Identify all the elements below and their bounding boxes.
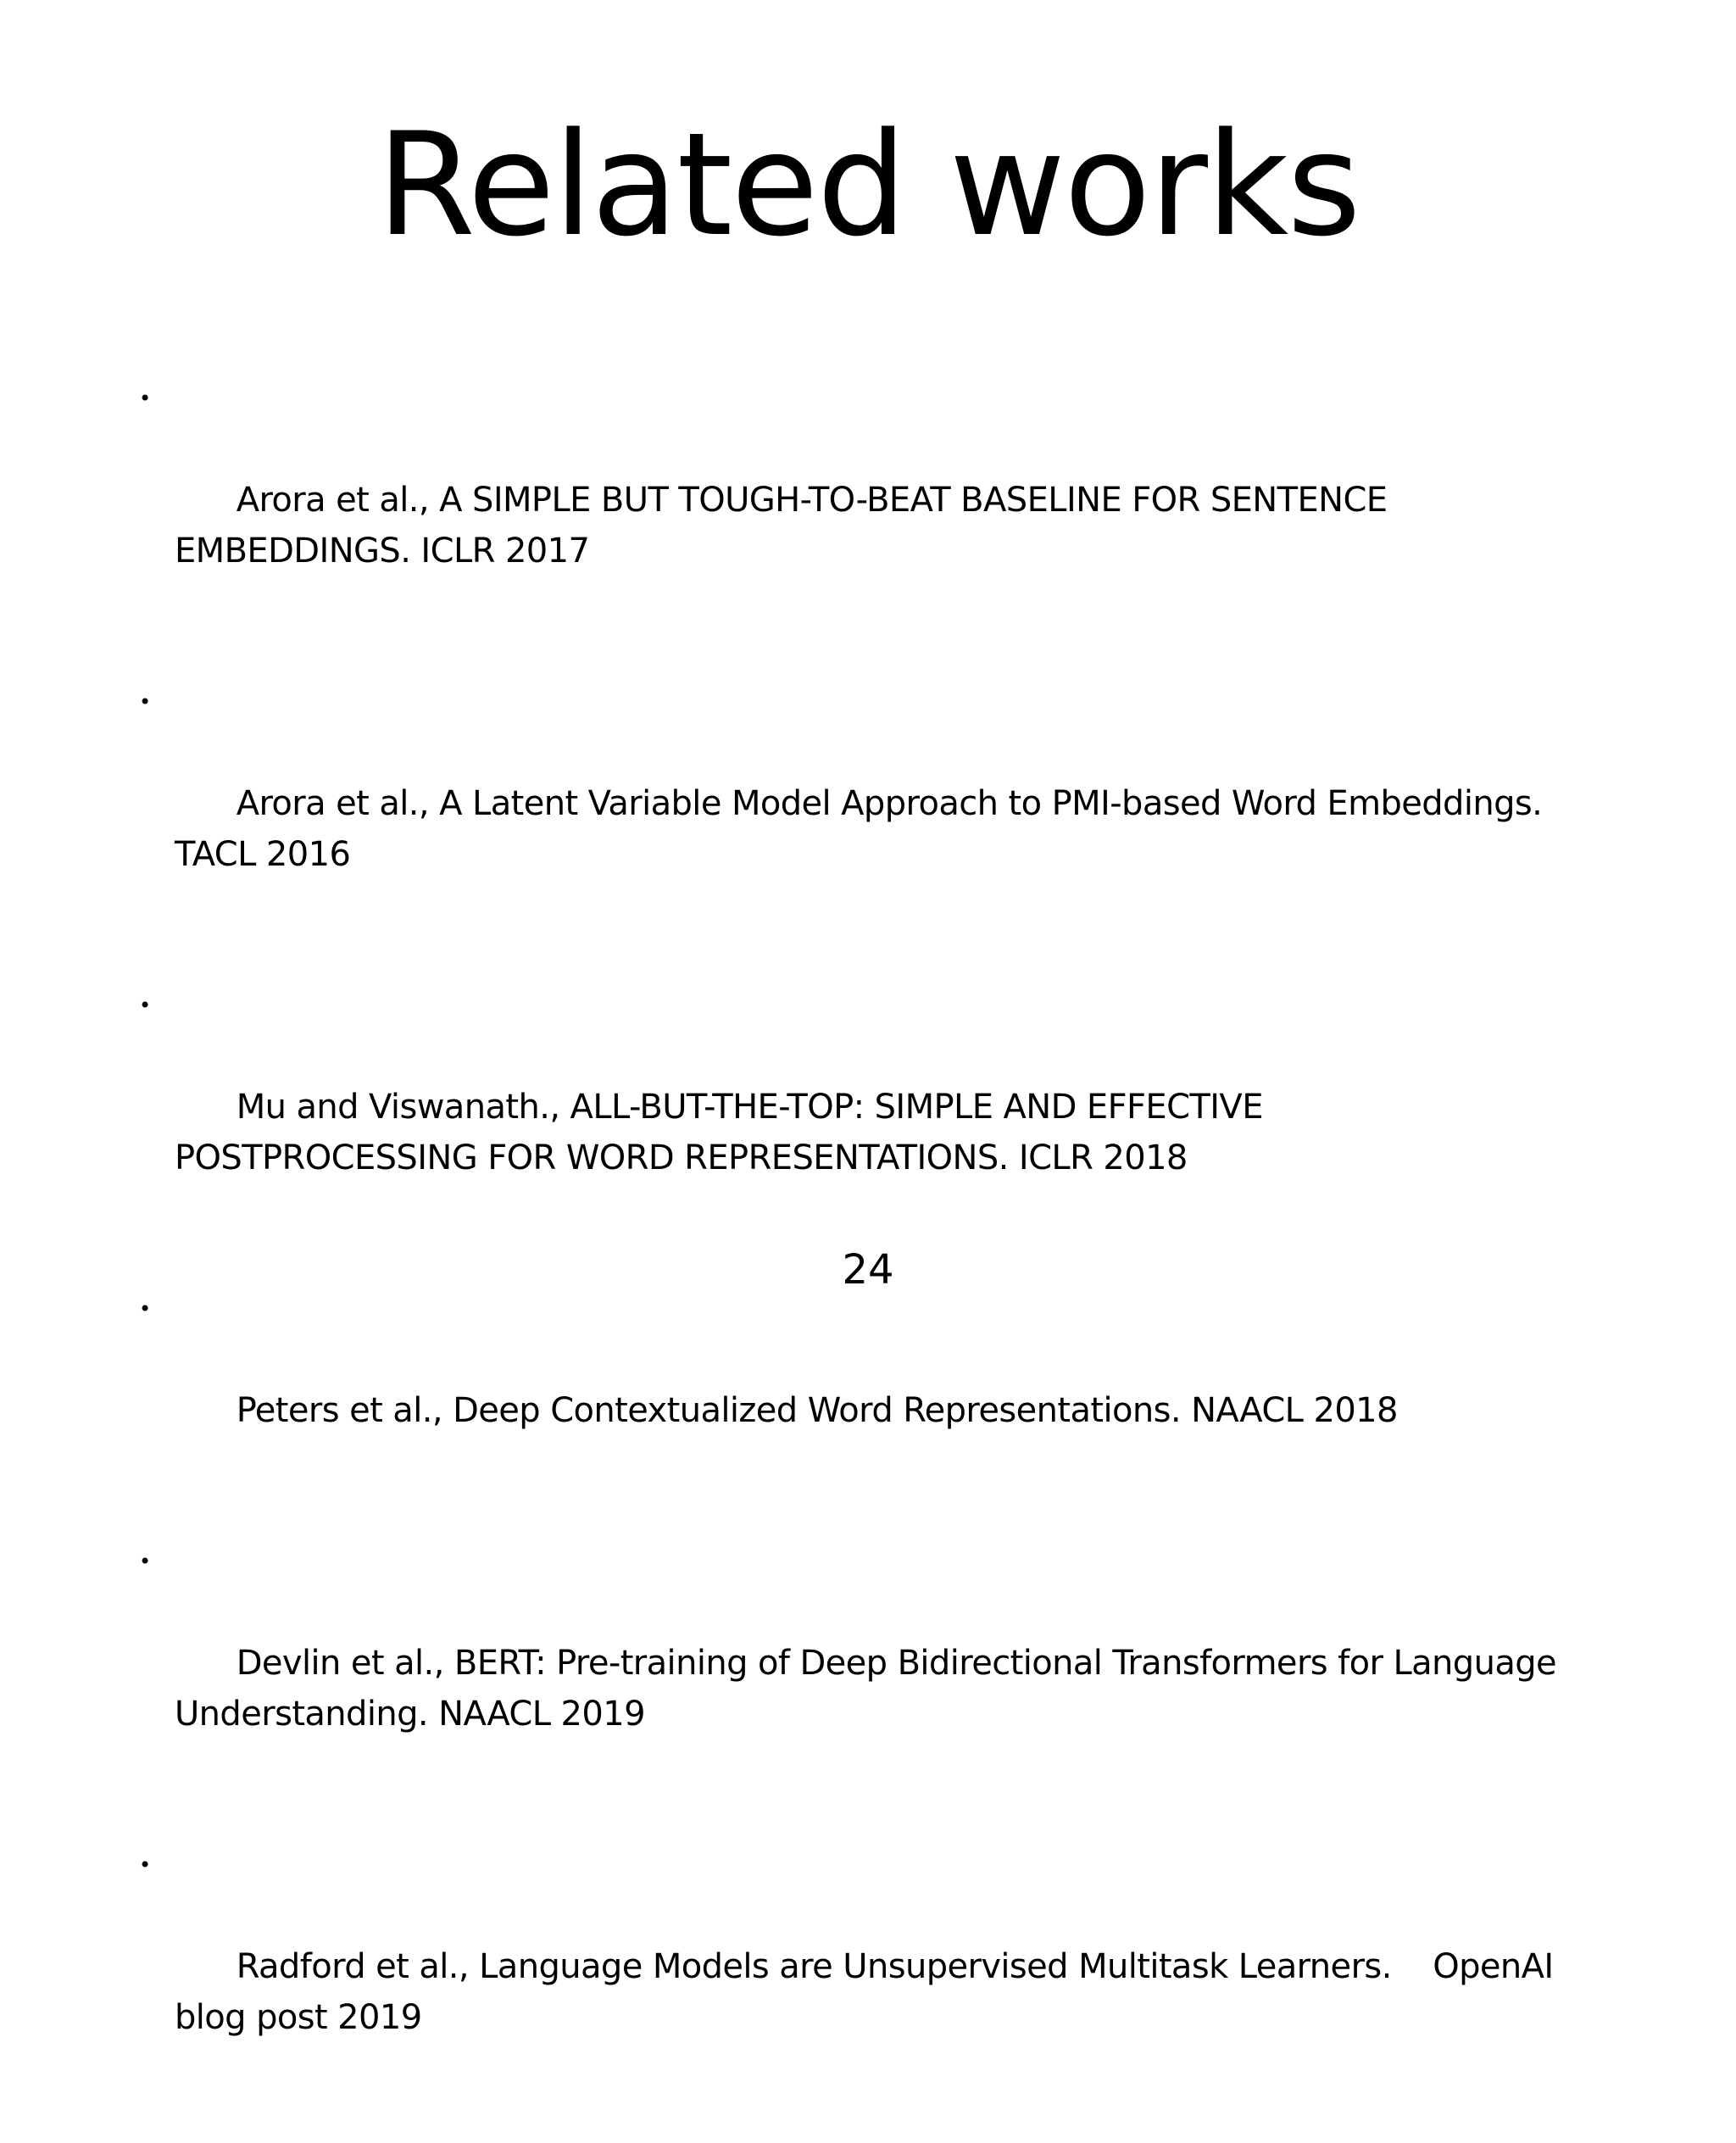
reference-item bbox=[127, 1536, 1619, 1790]
page-number: 24 bbox=[842, 1246, 894, 1294]
bullet-icon: • bbox=[139, 1550, 151, 1573]
bullet-icon: • bbox=[139, 690, 151, 714]
bullet-icon: • bbox=[139, 1297, 151, 1321]
reference-item bbox=[127, 980, 1619, 1234]
reference-item bbox=[127, 373, 1619, 627]
reference-item bbox=[127, 676, 1619, 931]
reference-text: Arora et al., A Latent Variable Model Approach to PMI-based Word Embeddings. TACL 2016 bbox=[175, 784, 1543, 874]
bullet-icon: • bbox=[139, 387, 151, 410]
reference-text: Arora et al., A SIMPLE BUT TOUGH-TO-BEAT BASELINE FOR SENTENCE EMBEDDINGS. ICLR 2017 bbox=[175, 481, 1388, 571]
reference-text: Peters et al., Deep Contextualized Word Representations. NAACL 2018 bbox=[236, 1391, 1398, 1430]
bullet-icon: • bbox=[139, 994, 151, 1017]
reference-item bbox=[127, 1283, 1619, 1487]
reference-text: Radford et al., Language Models are Unsupervised Multitask Learners. OpenAI blog post 2019 bbox=[175, 1947, 1554, 2037]
slide-title: Related works bbox=[376, 102, 1360, 268]
bullet-icon: • bbox=[139, 1853, 151, 1877]
reference-item bbox=[127, 1840, 1619, 2094]
reference-text: Devlin et al., BERT: Pre-training of Deep Bidirectional Transformers for Language Understanding. NAACL 2019 bbox=[175, 1644, 1557, 1734]
reference-text: Mu and Viswanath., ALL-BUT-THE-TOP: SIMPLE AND EFFECTIVE POSTPROCESSING FOR WORD REPRESENTATIONS. ICLR 2018 bbox=[175, 1088, 1263, 1177]
